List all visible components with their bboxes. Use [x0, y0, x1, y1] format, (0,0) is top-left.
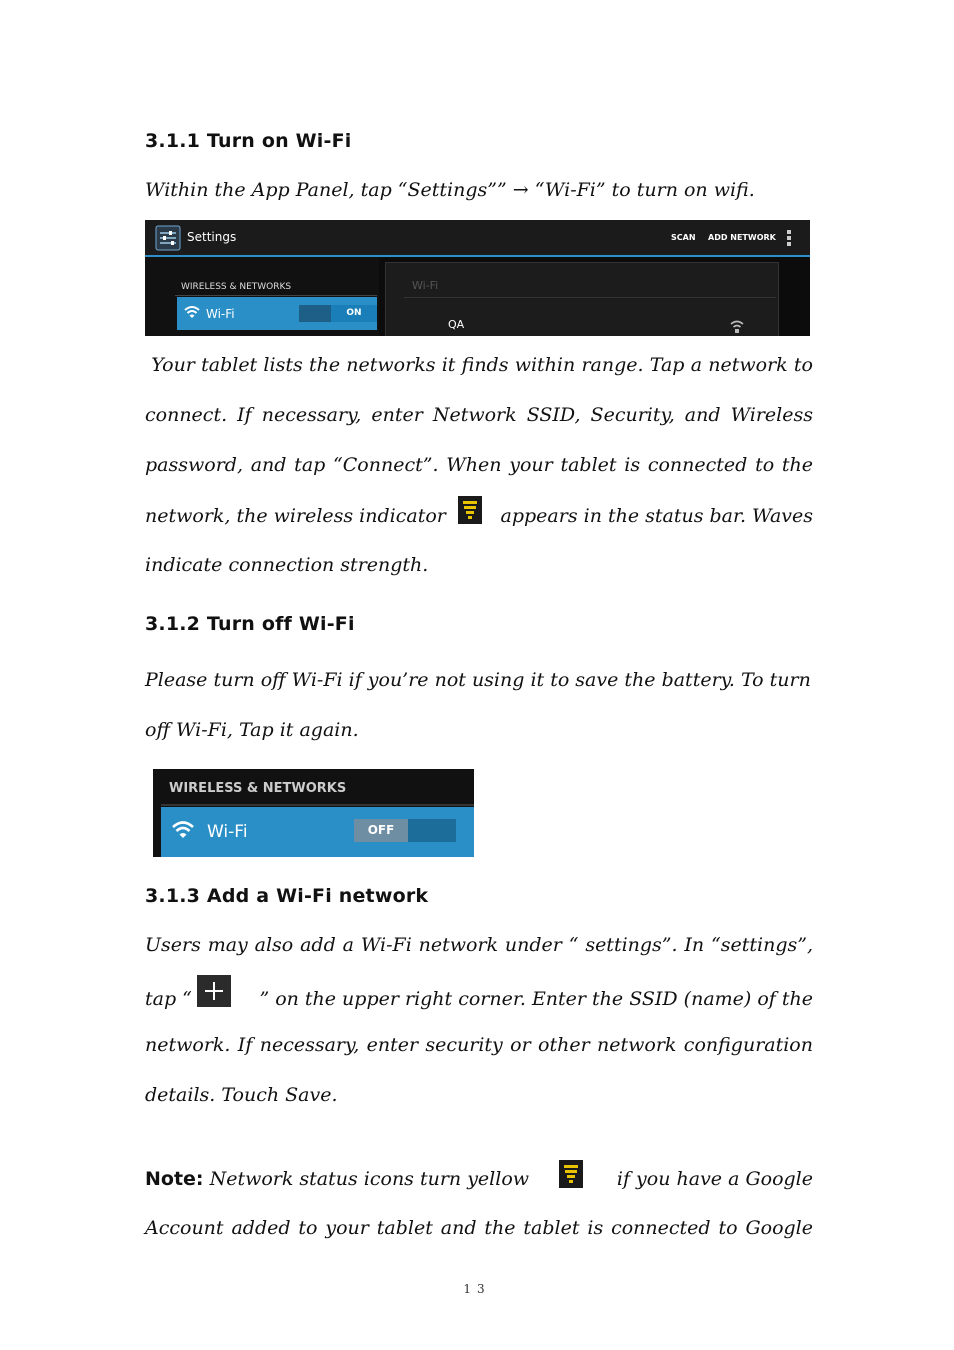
text-segment: network, the wireless indicator	[145, 505, 446, 527]
wifi-network-list	[385, 262, 779, 336]
divider	[161, 804, 474, 806]
paragraph-line	[491, 506, 813, 526]
toggle-off-label: OFF	[354, 819, 408, 842]
text-segment: Network status icons turn yellow	[203, 1168, 530, 1190]
wifi-panel-area	[379, 257, 810, 336]
paragraph-line: connect. If necessary, enter Network SSID, Security, and Wireless	[145, 404, 813, 426]
paragraph-intro: Within the App Panel, tap “Settings”” → “Wi-Fi” to turn on wifi.	[145, 179, 755, 201]
toggle-on-label: ON	[331, 305, 377, 322]
note-line: Account added to your tablet and the tablet is connected to Google	[145, 1217, 813, 1239]
settings-screenshot	[145, 220, 810, 336]
heading-turn-off-wifi: 3.1.2 Turn off Wi-Fi	[145, 613, 355, 635]
paragraph-line: Your tablet lists the networks it finds within range. Tap a network to	[145, 354, 813, 376]
heading-turn-on-wifi: 3.1.1 Turn on Wi-Fi	[145, 130, 352, 152]
panel-title: Wi-Fi	[412, 279, 439, 292]
overflow-menu-icon[interactable]	[787, 230, 791, 246]
text-segment: ” on the upper right corner. Enter the SSID (name) of the	[259, 988, 813, 1010]
note-line	[598, 1169, 813, 1189]
category-wireless-networks: WIRELESS & NETWORKS	[181, 282, 292, 292]
settings-sidebar	[145, 257, 379, 336]
sidebar-item-wifi[interactable]	[177, 297, 377, 330]
wifi-off-screenshot	[153, 769, 474, 857]
text-segment: tap “	[145, 988, 192, 1010]
page-number: 13	[463, 1282, 491, 1296]
scan-button[interactable]: SCAN	[671, 233, 696, 242]
note-label: Note:	[145, 1168, 204, 1190]
network-item-qa[interactable]: QA	[448, 318, 465, 331]
yellow-status-icon	[559, 1160, 583, 1188]
sidebar-item-label: Wi-Fi	[207, 822, 248, 842]
add-icon	[197, 975, 231, 1007]
paragraph-line	[232, 989, 813, 1009]
paragraph-line: Please turn off Wi-Fi if you’re not using it to save the battery. To turn	[145, 669, 811, 691]
paragraph-line: off Wi-Fi, Tap it again.	[145, 719, 359, 741]
wifi-icon	[184, 306, 200, 319]
wireless-indicator-icon	[458, 496, 482, 524]
wifi-signal-icon	[729, 319, 745, 333]
paragraph-line: password, and tap “Connect”. When your tablet is connected to the	[145, 454, 813, 476]
paragraph-line: Users may also add a Wi-Fi network under “ settings”. In “settings”,	[145, 934, 813, 956]
settings-title: Settings	[187, 230, 237, 244]
settings-icon	[155, 225, 181, 251]
wifi-icon	[172, 821, 194, 839]
divider	[404, 297, 776, 298]
wifi-toggle[interactable]	[354, 819, 456, 842]
paragraph-line: network. If necessary, enter security or other network configuration	[145, 1034, 813, 1056]
text-segment: appears in the status bar. Waves	[500, 505, 813, 527]
paragraph-line: details. Touch Save.	[145, 1084, 338, 1106]
heading-add-wifi-network: 3.1.3 Add a Wi-Fi network	[145, 885, 429, 907]
note-line	[145, 1169, 565, 1189]
paragraph-line: indicate connection strength.	[145, 554, 429, 576]
wifi-toggle[interactable]	[299, 305, 377, 322]
action-bar	[145, 220, 810, 257]
add-network-button[interactable]: ADD NETWORK	[708, 233, 776, 242]
paragraph-line	[145, 989, 205, 1009]
category-wireless-networks: WIRELESS & NETWORKS	[169, 781, 347, 796]
sidebar-item-wifi[interactable]	[161, 807, 474, 857]
text-segment: if you have a Google	[616, 1168, 813, 1190]
divider	[175, 295, 377, 296]
sidebar-item-label: Wi-Fi	[206, 307, 235, 321]
